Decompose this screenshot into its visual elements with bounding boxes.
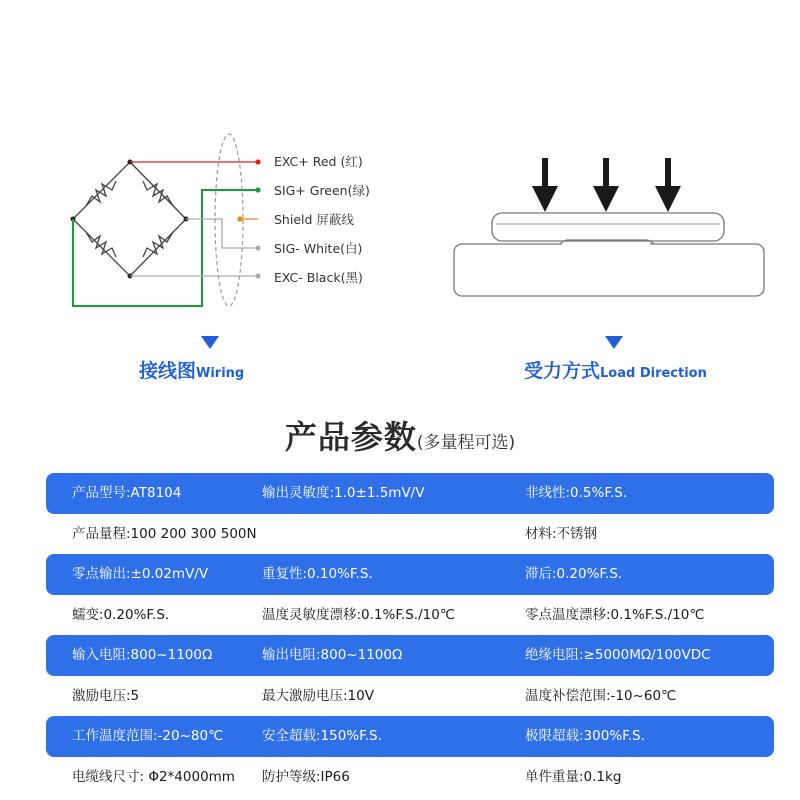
down-arrow-icon [593, 158, 619, 212]
wire-label-shield: Shield 屏蔽线 [274, 212, 354, 227]
wiring-caption [139, 356, 244, 383]
wiring-caption-en: Wiring [196, 366, 245, 381]
spec-table [46, 473, 774, 797]
spec-cell: 材料:不锈钢 [525, 526, 598, 542]
resistor-icon-2 [143, 181, 173, 206]
spec-cell: 蠕变:0.20%F.S. [72, 607, 170, 623]
spec-cell: 极限超载:300%F.S. [525, 728, 645, 744]
terminal-dot-red [255, 159, 260, 164]
spec-cell: 输出电阻:800~1100Ω [262, 647, 403, 663]
spec-cell: 电缆线尺寸: Φ2*4000mm [72, 769, 235, 785]
wire-label-exc-plus: EXC+ Red (红) [274, 154, 363, 169]
spec-cell: 零点输出:±0.02mV/V [72, 566, 209, 582]
spec-cell: 绝缘电阻:≥5000MΩ/100VDC [525, 647, 711, 663]
down-arrow-icon [655, 158, 681, 212]
spec-cell: 非线性:0.5%F.S. [525, 485, 628, 501]
terminal-dot-orange [237, 216, 242, 221]
spec-row [46, 554, 774, 595]
spec-row [46, 514, 774, 554]
spec-cell: 单件重量:0.1kg [525, 769, 622, 785]
load-direction-graphic [454, 158, 764, 296]
spec-cell: 激励电压:5 [72, 688, 140, 704]
section-title-sub: (多量程可选) [416, 433, 516, 453]
spec-cell: 重复性:0.10%F.S. [262, 566, 373, 582]
spec-row [46, 676, 774, 716]
spec-cell: 工作温度范围:-20~80℃ [72, 728, 224, 744]
caret-down-icon [605, 336, 623, 349]
spec-cell: 安全超载:150%F.S. [262, 728, 382, 744]
wiring-caption-zh: 接线图 [139, 360, 197, 382]
terminal-dot-white [255, 245, 260, 250]
section-title [0, 412, 800, 458]
spec-cell: 防护等级:IP66 [262, 769, 350, 785]
spec-cell: 温度灵敏度漂移:0.1%F.S./10℃ [262, 607, 455, 623]
spec-cell: 输出灵敏度:1.0±1.5mV/V [262, 485, 425, 501]
section-title-main: 产品参数 [284, 418, 417, 456]
spec-row [46, 595, 774, 635]
down-arrow-icon [532, 158, 558, 212]
spec-cell: 温度补偿范围:-10~60℃ [525, 688, 677, 704]
spec-cell: 最大激励电压:10V [262, 688, 374, 704]
spec-row [46, 716, 774, 757]
wire-label-sig-minus: SIG- White(白) [274, 241, 363, 256]
caret-down-icon [201, 336, 219, 349]
wire-label-sig-plus: SIG+ Green(绿) [274, 183, 370, 198]
wheatstone-bridge [71, 160, 189, 279]
spec-cell: 产品量程:100 200 300 500N [72, 526, 257, 542]
wiring-lines [73, 134, 261, 306]
spec-cell: 零点温度漂移:0.1%F.S./10℃ [525, 607, 705, 623]
spec-cell: 产品型号:AT8104 [72, 485, 182, 501]
spec-row [46, 635, 774, 676]
spec-row [46, 473, 774, 514]
load-caption [524, 356, 707, 383]
resistor-icon-4 [143, 232, 173, 257]
load-caption-en: Load Direction [600, 366, 707, 381]
spec-cell: 输入电阻:800~1100Ω [72, 647, 213, 663]
load-caption-zh: 受力方式 [524, 360, 601, 382]
wire-label-exc-minus: EXC- Black(黑) [274, 270, 363, 285]
terminal-dot-green [255, 187, 260, 192]
spec-row [46, 757, 774, 797]
spec-cell: 滞后:0.20%F.S. [525, 566, 623, 582]
terminal-dot-black [255, 273, 260, 278]
